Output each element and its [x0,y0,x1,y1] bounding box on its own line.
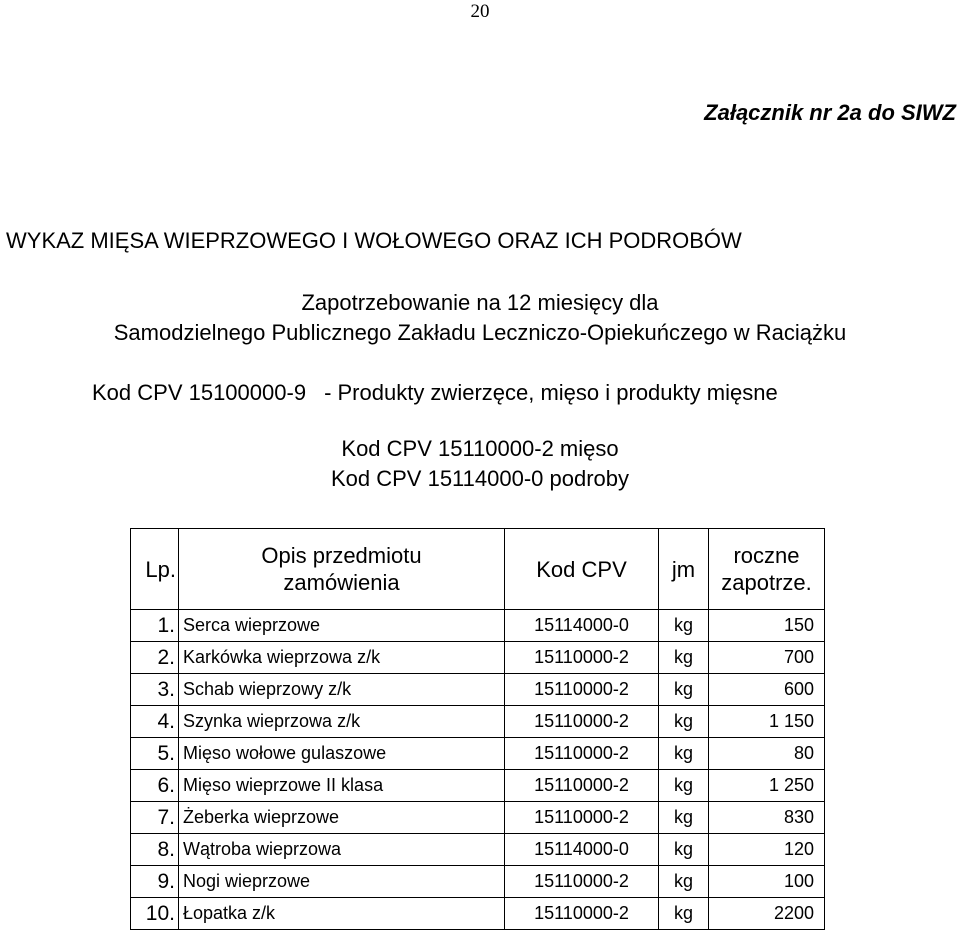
cell-quantity: 830 [709,802,825,834]
cell-lp: 1. [131,610,179,642]
header-quantity-line2: zapotrze. [721,570,812,595]
cell-description: Schab wieprzowy z/k [179,674,505,706]
cell-quantity: 1 250 [709,770,825,802]
cell-description: Mięso wołowe gulaszowe [179,738,505,770]
table-row [131,706,825,738]
header-unit: jm [659,529,709,610]
cell-unit: kg [659,770,709,802]
cell-cpv: 15110000-2 [505,674,659,706]
header-lp: Lp. [131,529,179,610]
table-row [131,642,825,674]
cell-description: Łopatka z/k [179,898,505,930]
header-description [179,529,505,610]
cell-description: Serca wieprzowe [179,610,505,642]
cell-quantity: 100 [709,866,825,898]
cpv-main-description: - Produkty zwierzęce, mięso i produkty mięsne [324,380,778,405]
cell-cpv: 15110000-2 [505,642,659,674]
cell-lp: 7. [131,802,179,834]
cell-lp: 2. [131,642,179,674]
cell-lp: 6. [131,770,179,802]
table-row [131,738,825,770]
annex-label: Załącznik nr 2a do SIWZ [704,100,956,125]
cell-unit: kg [659,706,709,738]
cell-description: Nogi wieprzowe [179,866,505,898]
cell-unit: kg [659,642,709,674]
cell-description: Karkówka wieprzowa z/k [179,642,505,674]
cell-lp: 3. [131,674,179,706]
cell-cpv: 15110000-2 [505,738,659,770]
cell-unit: kg [659,802,709,834]
cell-quantity: 700 [709,642,825,674]
cell-cpv: 15114000-0 [505,834,659,866]
cell-lp: 4. [131,706,179,738]
cell-description: Szynka wieprzowa z/k [179,706,505,738]
cell-description: Wątroba wieprzowa [179,834,505,866]
cell-description: Mięso wieprzowe II klasa [179,770,505,802]
cell-cpv: 15110000-2 [505,706,659,738]
table-row [131,898,825,930]
table-header-row [131,529,825,610]
demand-line-2: Samodzielnego Publicznego Zakładu Leczniczo-Opiekuńczego w Raciążku [113,320,847,345]
cell-quantity: 600 [709,674,825,706]
cell-quantity: 120 [709,834,825,866]
table-row [131,610,825,642]
cpv-main-line [92,380,778,406]
items-table [130,528,825,930]
cpv-sub-offal: Kod CPV 15114000-0 podroby [330,466,630,491]
demand-line-1: Zapotrzebowanie na 12 miesięcy dla [301,290,659,315]
cell-description: Żeberka wieprzowe [179,802,505,834]
header-description-line1: Opis przedmiotu [261,543,422,568]
cell-quantity: 2200 [709,898,825,930]
cell-quantity: 80 [709,738,825,770]
header-quantity [709,529,825,610]
cell-unit: kg [659,674,709,706]
cell-lp: 9. [131,866,179,898]
header-cpv: Kod CPV [505,529,659,610]
table-row [131,674,825,706]
cell-cpv: 15110000-2 [505,802,659,834]
cell-cpv: 15110000-2 [505,866,659,898]
cpv-sub-meat: Kod CPV 15110000-2 mięso [341,436,619,461]
cell-unit: kg [659,834,709,866]
cell-unit: kg [659,610,709,642]
header-description-line2: zamówienia [283,570,400,595]
table-row [131,866,825,898]
document-title: WYKAZ MIĘSA WIEPRZOWEGO I WOŁOWEGO ORAZ ICH PODROBÓW [6,228,742,253]
cell-unit: kg [659,898,709,930]
cell-cpv: 15114000-0 [505,610,659,642]
table-row [131,802,825,834]
cell-unit: kg [659,738,709,770]
cell-quantity: 150 [709,610,825,642]
cell-cpv: 15110000-2 [505,770,659,802]
cell-lp: 8. [131,834,179,866]
cpv-main-code: Kod CPV 15100000-9 [92,380,307,405]
cell-unit: kg [659,866,709,898]
cell-lp: 10. [131,898,179,930]
header-quantity-line1: roczne [733,543,800,568]
cell-cpv: 15110000-2 [505,898,659,930]
cell-lp: 5. [131,738,179,770]
table-row [131,834,825,866]
table-row [131,770,825,802]
cell-quantity: 1 150 [709,706,825,738]
page-number: 20 [470,1,490,22]
